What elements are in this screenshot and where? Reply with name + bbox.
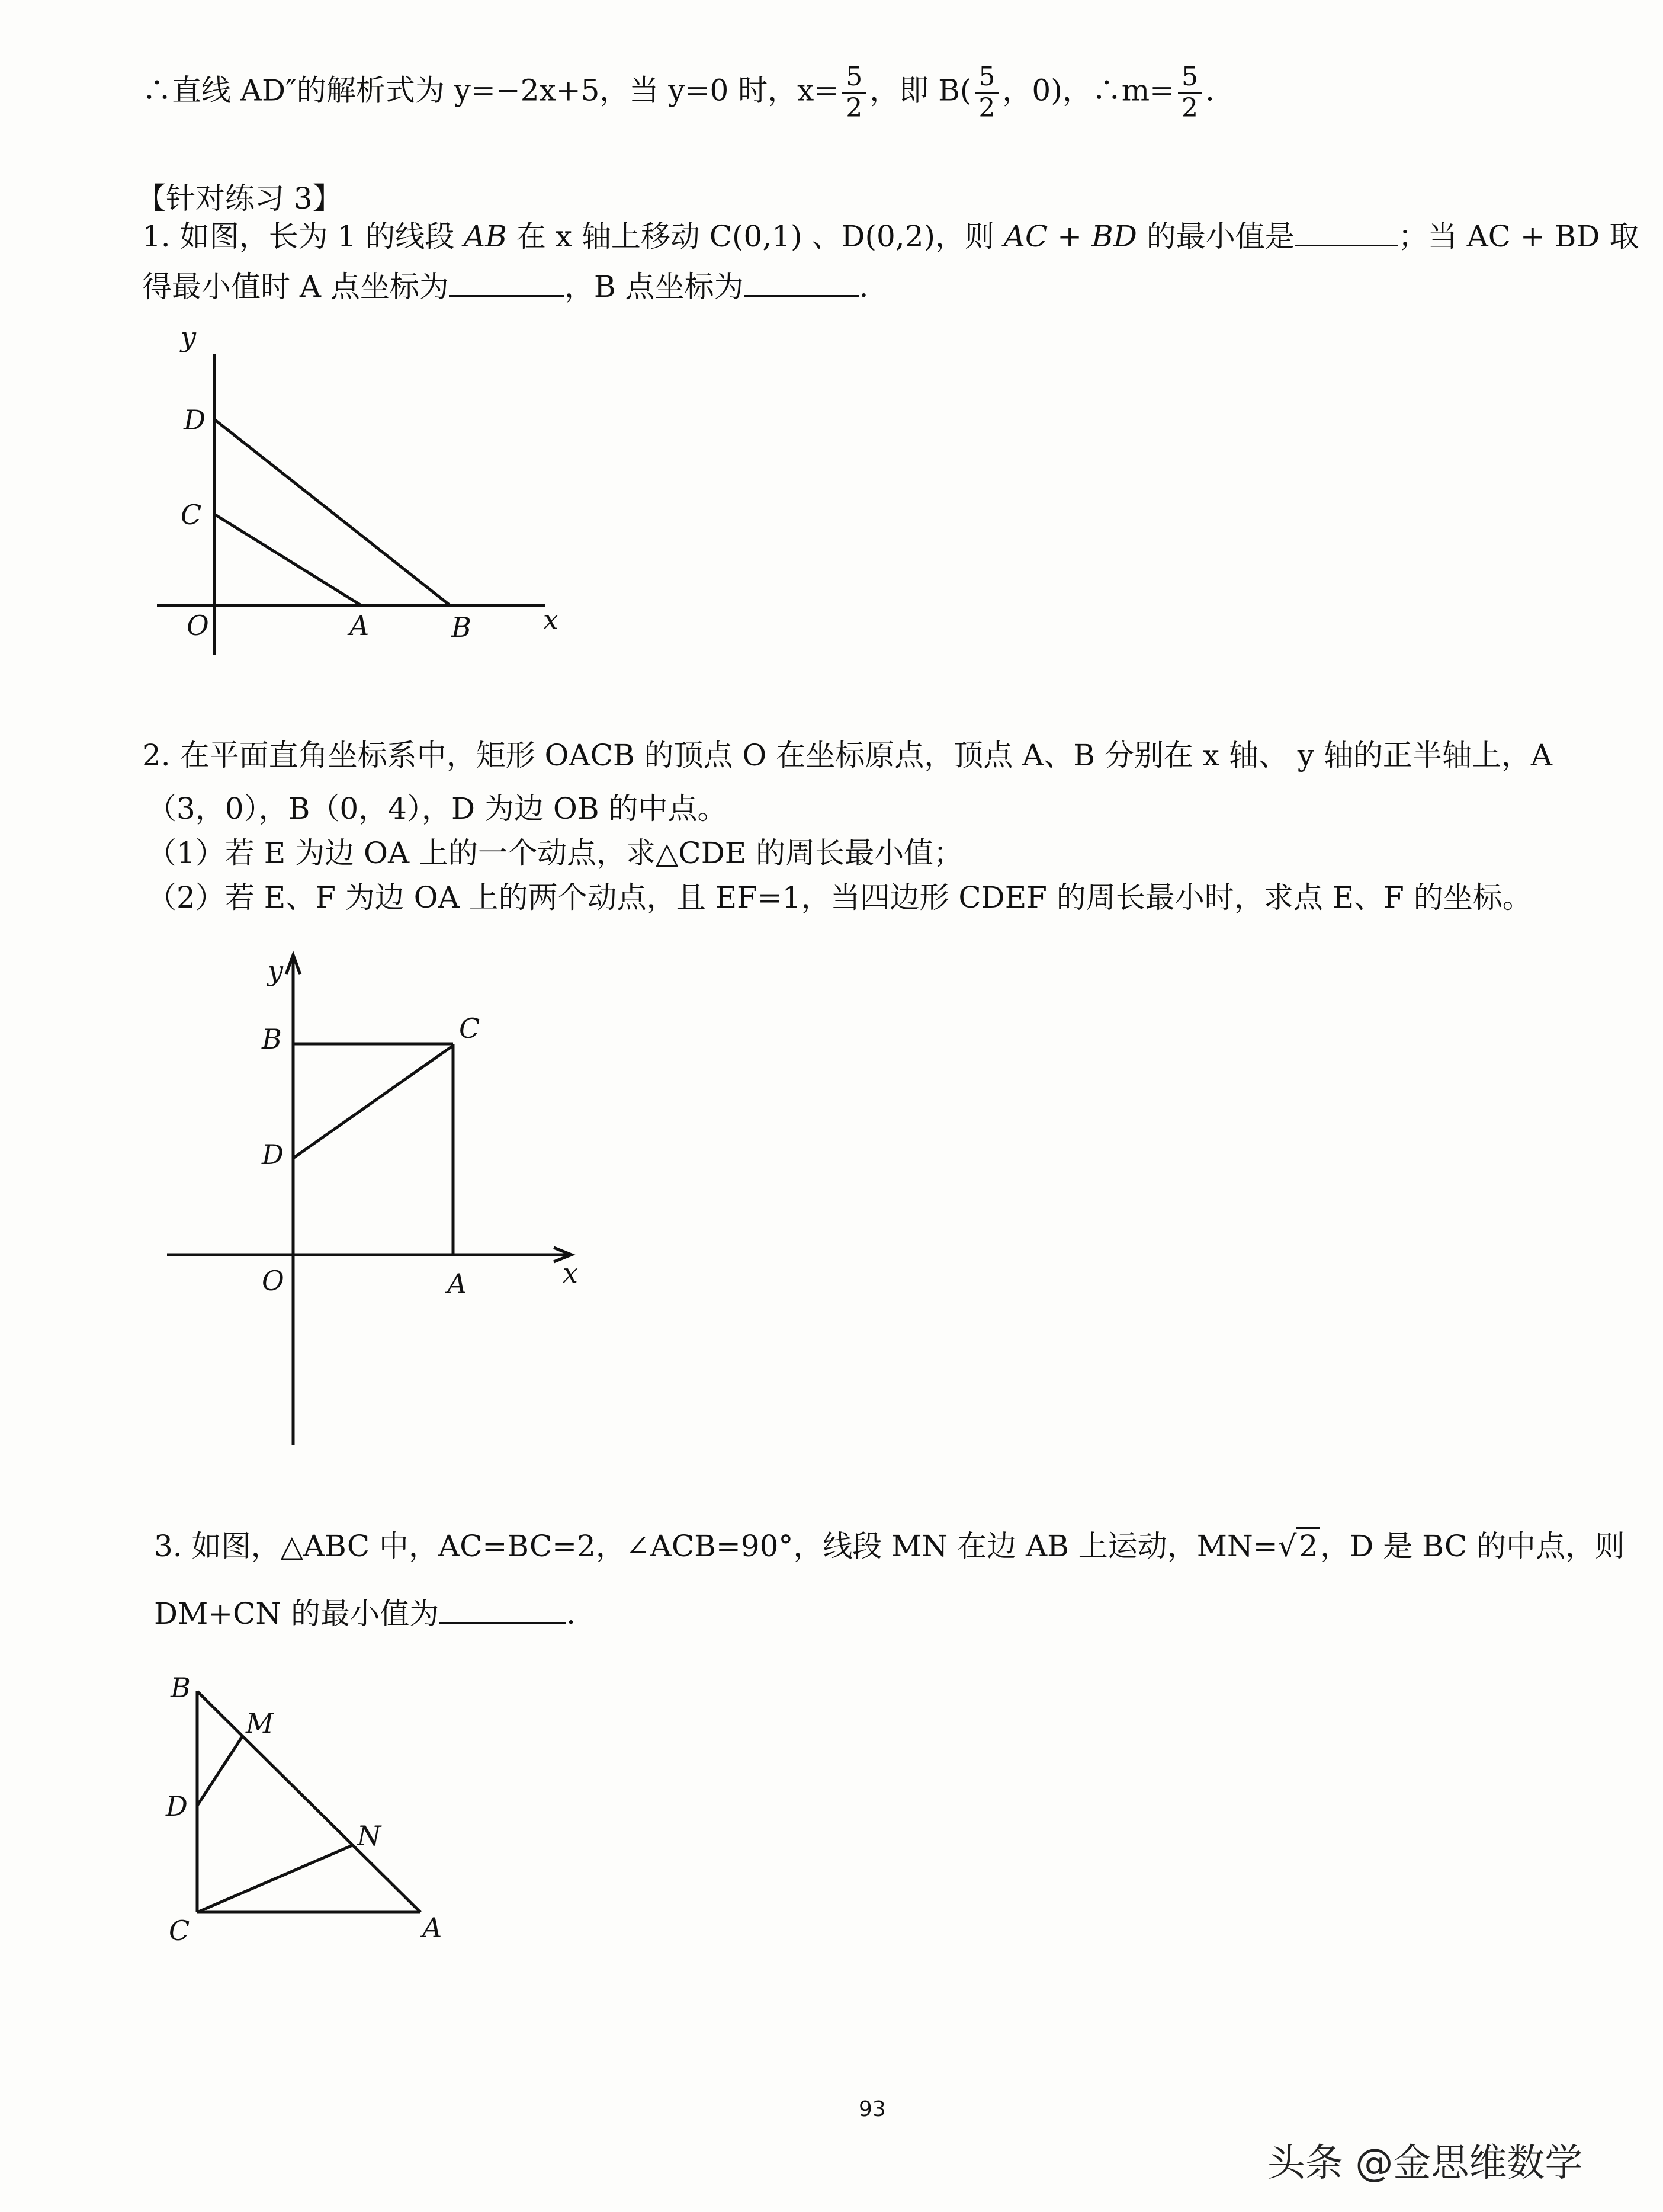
q1-text-g: . [859, 270, 869, 304]
sqrt-radicand: 2 [1296, 1527, 1320, 1563]
q1-text-e: 得最小值时 A 点坐标为 [142, 270, 449, 304]
q3-label-c: C [169, 1915, 190, 1947]
fraction-denominator: 2 [978, 93, 996, 123]
solution-text-2: ，即 B( [869, 73, 972, 108]
q1-expression: AC + BD [1003, 219, 1137, 254]
section-title: 【针对练习 3】 [136, 181, 342, 216]
solution-text-3: ，0)，∴m= [1002, 73, 1175, 108]
q2-line1: 2. 在平面直角坐标系中，矩形 OACB 的顶点 O 在坐标原点，顶点 A、B 分别在 x 轴、 y 轴的正半轴上，A [142, 738, 1553, 772]
q3-label-m: M [246, 1707, 274, 1739]
q2-label-a: A [447, 1268, 467, 1300]
q1-label-d: D [184, 404, 206, 436]
q3-side-ab [197, 1691, 420, 1912]
q1-label-a: A [349, 610, 370, 642]
q3-label-n: N [357, 1820, 381, 1852]
q1-text-d: ；当 AC + BD 取 [1398, 219, 1639, 254]
q1-text-f: ，B 点坐标为 [564, 270, 744, 304]
q1-text-c: 的最小值是 [1137, 219, 1295, 254]
fraction-numerator: 5 [842, 62, 866, 94]
q2-line2: （3，0），B（0，4），D 为边 OB 的中点。 [147, 791, 727, 826]
solution-text-4: . [1205, 73, 1215, 108]
q3-segment-dm [197, 1736, 243, 1806]
q2-line4: （2）若 E、F 为边 OA 上的两个动点，且 EF=1，当四边形 CDEF 的周长最小时，求点 E、F 的坐标。 [147, 880, 1532, 915]
fraction-numerator: 5 [1178, 62, 1202, 94]
fraction-numerator: 5 [975, 62, 999, 94]
q2-label-x: x [563, 1257, 578, 1289]
q2-label-y: y [268, 955, 283, 987]
q2-label-d: D [262, 1139, 284, 1171]
q3-label-a: A [422, 1912, 442, 1944]
q1-text-a: 1. 如图，长为 1 的线段 [142, 219, 464, 254]
q2-line3: （1）若 E 为边 OA 上的一个动点，求△CDE 的周长最小值； [147, 836, 964, 870]
q1-label-c: C [181, 499, 202, 531]
q2-label-o: O [262, 1265, 284, 1297]
q2-label-b: B [262, 1023, 282, 1055]
q1-label-x: x [543, 604, 558, 636]
fraction-denominator: 2 [846, 93, 863, 123]
sqrt-symbol: √ [1277, 1529, 1297, 1563]
page-number: 93 [859, 2097, 886, 2121]
solution-text-1: ∴直线 AD″的解析式为 y=−2x+5，当 y=0 时，x= [142, 73, 839, 108]
q3-text-a: 3. 如图，△ABC 中，AC=BC=2，∠ACB=90°，线段 MN 在边 AB 上运动，MN= [154, 1529, 1278, 1563]
watermark: 头条 @金思维数学 [1267, 2142, 1583, 2185]
q2-label-c: C [459, 1012, 480, 1044]
q3-text-c: DM+CN 的最小值为 [154, 1597, 439, 1631]
q3-text-d: . [566, 1597, 576, 1631]
q1-text-b: 在 x 轴上移动 C(0,1) 、D(0,2)，则 [506, 219, 1004, 254]
fraction-denominator: 2 [1182, 93, 1199, 123]
q3-segment-cn [197, 1845, 352, 1912]
q1-label-b: B [451, 611, 471, 643]
q3-label-d: D [166, 1790, 188, 1822]
q1-label-o: O [187, 610, 209, 642]
q3-label-b: B [171, 1672, 191, 1704]
q3-text-b: ，D 是 BC 的中点，则 [1320, 1529, 1625, 1563]
q1-segment: AB [464, 219, 507, 254]
q1-label-y: y [181, 321, 196, 353]
